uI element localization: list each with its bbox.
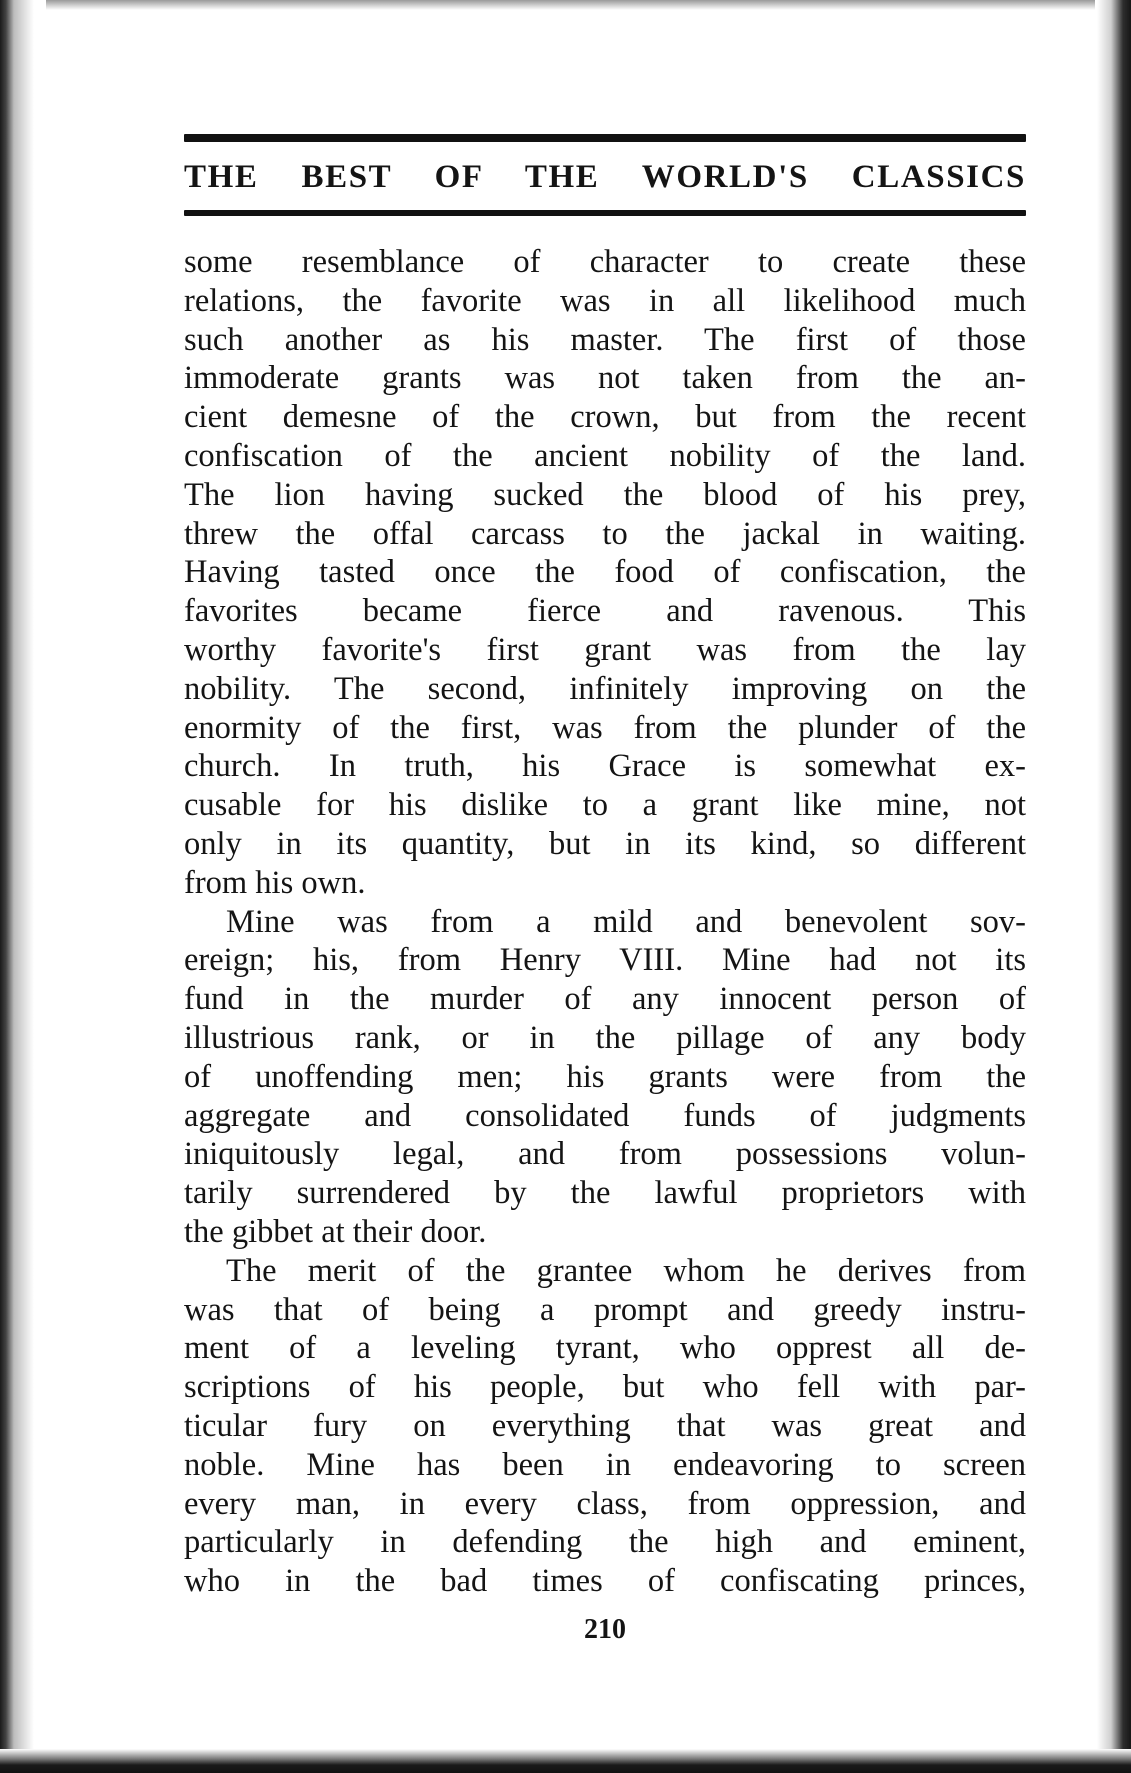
text-line: scriptions of his people, but who fell with par-: [184, 1369, 1026, 1406]
scan-edge-bottom: [0, 1749, 1131, 1773]
text-line: fund in the murder of any innocent person of: [184, 981, 1026, 1018]
text-line: The lion having sucked the blood of his prey,: [184, 476, 1026, 513]
text-line: worthy favorite's first grant was from the lay: [184, 631, 1026, 668]
text-line: from his own.: [184, 864, 366, 901]
text-line: aggregate and consolidated funds of judgments: [184, 1097, 1026, 1134]
text-line: immoderate grants was not taken from the an-: [184, 360, 1026, 397]
text-line: of unoffending men; his grants were from the: [184, 1058, 1026, 1095]
text-line: ereign; his, from Henry VIII. Mine had not its: [184, 942, 1026, 979]
text-line: every man, in every class, from oppression, and: [184, 1485, 1026, 1522]
text-line: noble. Mine has been in endeavoring to screen: [184, 1446, 1026, 1483]
header-rule-top: [184, 134, 1026, 142]
text-line: who in the bad times of confiscating princes,: [184, 1563, 1026, 1600]
text-line: cusable for his dislike to a grant like mine, not: [184, 787, 1026, 824]
text-line: such another as his master. The first of those: [184, 321, 1026, 358]
text-line: relations, the favorite was in all likelihood much: [184, 282, 1026, 319]
text-line: was that of being a prompt and greedy instru-: [184, 1291, 1026, 1328]
text-line: some resemblance of character to create these: [184, 244, 1026, 280]
body-text: [184, 243, 1026, 1601]
text-line: particularly in defending the high and eminent,: [184, 1524, 1026, 1561]
header-rule-bottom: [184, 210, 1026, 216]
text-line: Having tasted once the food of confiscation, the: [184, 554, 1026, 591]
text-line: church. In truth, his Grace is somewhat ex-: [184, 748, 1026, 785]
text-line: threw the offal carcass to the jackal in waiting.: [184, 515, 1026, 552]
text-line: cient demesne of the crown, but from the recent: [184, 399, 1026, 436]
text-line: nobility. The second, infinitely improving on the: [184, 670, 1026, 707]
text-line: only in its quantity, but in its kind, so different: [184, 825, 1026, 862]
page-number: 210: [584, 1614, 626, 1645]
text-line: ment of a leveling tyrant, who opprest all de-: [184, 1330, 1026, 1367]
scan-edge-left: [0, 0, 46, 1773]
text-line: Mine was from a mild and benevolent sov-: [226, 903, 1026, 940]
scan-edge-top: [0, 0, 1131, 10]
text-line: the gibbet at their door.: [184, 1213, 487, 1250]
text-line: iniquitously legal, and from possessions volun-: [184, 1136, 1026, 1173]
text-line: tarily surrendered by the lawful proprietors with: [184, 1175, 1026, 1212]
running-head: THE BEST OF THE WORLD'S CLASSICS: [184, 159, 1026, 195]
text-line: ticular fury on everything that was great and: [184, 1407, 1026, 1444]
text-line: favorites became fierce and ravenous. This: [184, 593, 1026, 630]
text-line: The merit of the grantee whom he derives from: [226, 1252, 1026, 1289]
text-line: confiscation of the ancient nobility of the land.: [184, 437, 1026, 474]
book-page: [184, 134, 1026, 1645]
text-line: illustrious rank, or in the pillage of any body: [184, 1019, 1026, 1056]
scan-edge-right: [1095, 0, 1131, 1773]
text-line: enormity of the first, was from the plunder of the: [184, 709, 1026, 746]
